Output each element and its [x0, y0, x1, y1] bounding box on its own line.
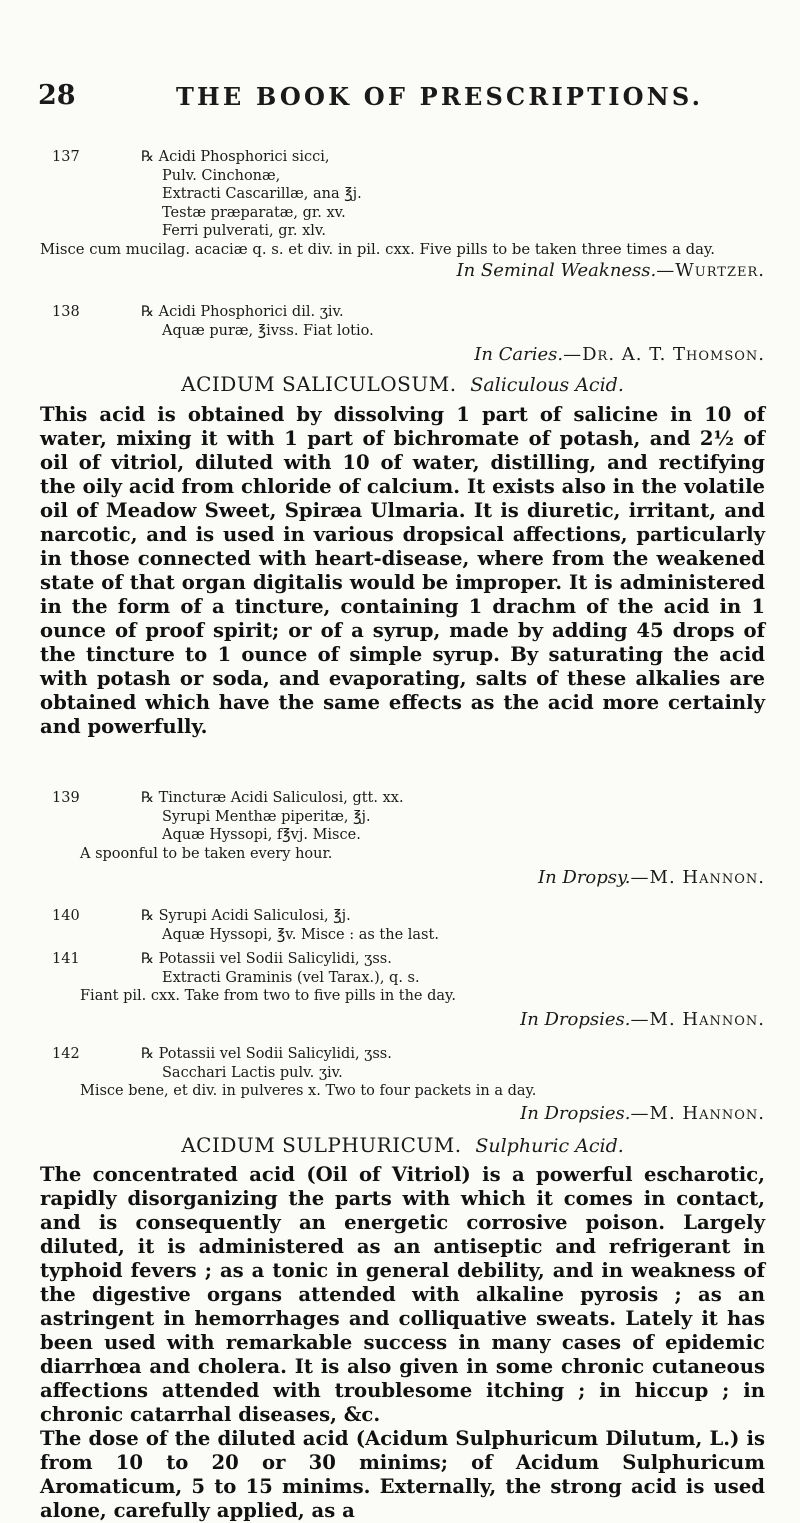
section-heading-sulphuricum [40, 1133, 765, 1157]
attribution-text: In Dropsy. [537, 867, 631, 888]
body-text: The concentrated acid (Oil of Vitriol) is a powerful escharotic, rapidly disorganizing the parts with which it comes in contact, and is consequently an energetic corrosive poison. Largely diluted, it is administered as an antiseptic and refrigerant in typhoid fevers ; as a tonic in general debility, and in weakness of the digestive organs attended with alkaline pyrosis ; as an astringent in hemorrhages and colliquative sweats. Lately it has been used with remarkable success in many cases of epidemic diarrhœa and cholera. It is also given in some chronic cutaneous affections attended with troublesome itching ; in hiccup ; in chronic catarrhal diseases, &c. [40, 1163, 765, 1426]
rx-line: ℞ Potassii vel Sodii Salicylidi, ʒss. [141, 1046, 392, 1062]
rx-line: Sacchari Lactis pulv. ʒiv. [162, 1064, 343, 1081]
prescription-137 [40, 148, 765, 259]
prescription-140 [40, 907, 765, 944]
prescription-number: 139 [52, 790, 80, 806]
prescription-139 [40, 789, 765, 863]
attribution-142 [40, 1103, 771, 1124]
rx-line: ℞ Syrupi Acidi Saliculosi, ℥j. [141, 908, 351, 924]
prescription-142 [40, 1045, 765, 1101]
body-text: The dose of the diluted acid (Acidum Sulphuricum Dilutum, L.) is from 10 to 20 or 30 minims; of Acidum Sulphuricum Aromaticum, 5 to 15 minims. Externally, the strong acid is used alone, carefully applied, as a [40, 1427, 765, 1522]
body-text: This acid is obtained by dissolving 1 part of salicine in 10 of water, mixing it with 1 part of bichromate of potash, and 2½ of oil of vitriol, diluted with 10 of water, distilling, and rectifying the oily acid from chloride of calcium. It exists also in the volatile oil of Meadow Sweet, Spiræa Ulmaria. It is diuretic, irritant, and narcotic, and is used in various dropsical affections, particularly in those connected with heart-disease, where from the weakened state of that organ digitalis would be improper. It is administered in the form of a tincture, containing 1 drachm of the acid in 1 ounce of proof spirit; or of a syrup, made by adding 45 drops of the tincture to 1 ounce of simple syrup. By saturating the acid with potash or soda, and evaporating, salts of these alkalies are obtained which have the same effects as the acid more certainly and powerfully. [40, 403, 765, 738]
rx-directions: Fiant pil. cxx. Take from two to five pills in the day. [80, 988, 456, 1004]
prescription-lines [141, 789, 765, 845]
attribution-138 [40, 344, 771, 365]
section-title: ACIDUM SULPHURICUM. [181, 1133, 462, 1157]
prescription-number: 138 [52, 304, 80, 320]
attribution-text: In Caries. [474, 344, 564, 365]
attribution-text: In Seminal Weakness. [456, 260, 657, 281]
prescription-lines [141, 148, 765, 241]
rx-line: Extracti Graminis (vel Tarax.), q. s. [162, 969, 420, 986]
attribution-author: —M. Hannon. [630, 867, 765, 888]
rx-directions: Misce cum mucilag. acaciæ q. s. et div. in pil. cxx. Five pills to be taken three times a day. [40, 240, 715, 258]
rx-line: Ferri pulverati, gr. xlv. [162, 223, 326, 239]
rx-line: ℞ Acidi Phosphorici dil. ʒiv. [141, 304, 344, 320]
rx-line: ℞ Tincturæ Acidi Saliculosi, gtt. xx. [141, 790, 404, 806]
rx-directions: Misce bene, et div. in pulveres x. Two to four packets in a day. [80, 1083, 537, 1099]
attribution-141 [40, 1009, 771, 1030]
prescription-lines [141, 907, 765, 944]
attribution-137 [40, 260, 771, 281]
section-subtitle: Saliculous Acid. [470, 374, 624, 396]
attribution-text: In Dropsies. [520, 1009, 631, 1030]
attribution-text: In Dropsies. [520, 1103, 631, 1124]
prescription-lines [141, 1045, 765, 1082]
section-heading-saliculosum [40, 372, 765, 396]
rx-line: Syrupi Menthæ piperitæ, ℥j. [162, 808, 371, 825]
rx-line: Extracti Cascarillæ, ana ℥j. [162, 186, 362, 202]
paragraph-saliculosum [40, 403, 765, 739]
prescription-138 [40, 303, 765, 340]
rx-line: ℞ Acidi Phosphorici sicci, [141, 149, 330, 165]
prescription-lines [141, 303, 765, 340]
attribution-author: —M. Hannon. [630, 1009, 765, 1030]
prescription-number: 141 [52, 951, 80, 967]
rx-line: ℞ Potassii vel Sodii Salicylidi, ʒss. [141, 951, 392, 967]
page-number: 28 [38, 80, 76, 111]
prescription-number: 137 [52, 149, 80, 165]
attribution-author: —Dr. A. T. Thomson. [563, 344, 765, 365]
section-subtitle: Sulphuric Acid. [475, 1135, 624, 1157]
running-title: THE BOOK OF PRESCRIPTIONS. [176, 82, 704, 111]
attribution-139 [40, 867, 771, 888]
page-header [38, 80, 768, 120]
rx-line: Aquæ puræ, ℥ivss. Fiat lotio. [162, 322, 374, 339]
prescription-number: 142 [52, 1046, 80, 1062]
prescription-lines [141, 950, 765, 987]
section-title: ACIDUM SALICULOSUM. [181, 372, 457, 396]
paragraph-sulphuricum [40, 1163, 765, 1523]
rx-directions: A spoonful to be taken every hour. [80, 845, 333, 862]
attribution-author: —Wurtzer. [656, 260, 765, 281]
rx-line: Aquæ Hyssopi, ℥v. Misce : as the last. [162, 926, 439, 943]
rx-line: Testæ præparatæ, gr. xv. [162, 204, 346, 221]
rx-line: Aquæ Hyssopi, f℥vj. Misce. [162, 827, 361, 843]
attribution-author: —M. Hannon. [630, 1103, 765, 1124]
prescription-141 [40, 950, 765, 1006]
rx-line: Pulv. Cinchonæ, [162, 167, 281, 184]
prescription-number: 140 [52, 908, 80, 924]
